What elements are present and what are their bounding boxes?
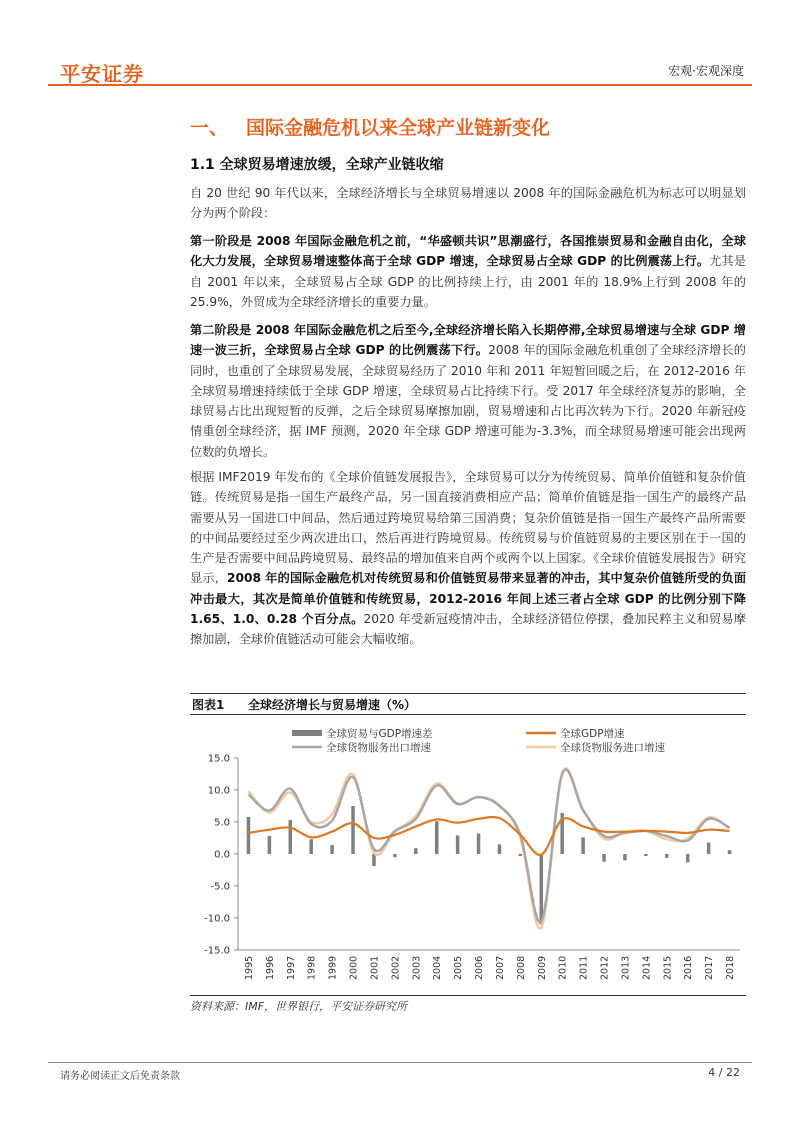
bar-trade-gdp-gap [330, 845, 334, 854]
y-tick-label: 5.0 [214, 817, 230, 829]
y-tick-label: 0.0 [214, 849, 230, 861]
bar-trade-gdp-gap [498, 844, 502, 854]
x-tick-label: 2013 [620, 955, 632, 980]
figure-number: 图表1 [192, 698, 225, 712]
bar-trade-gdp-gap [351, 806, 355, 854]
y-tick-label: 15.0 [207, 753, 230, 765]
legend-label: 全球货物服务出口增速 [326, 742, 431, 754]
trade-growth-chart [190, 716, 746, 992]
legend-label: 全球货物服务进口增速 [560, 742, 665, 754]
chapter-title [190, 113, 550, 140]
bar-trade-gdp-gap [665, 854, 669, 858]
x-tick-label: 1995 [243, 955, 255, 980]
x-tick-label: 1996 [264, 955, 276, 980]
paragraph-stage-one-emphasis: 第一阶段是 2008 年国际金融危机之前，“华盛顿共识”思潮盛行，各国推崇贸易和金融自由化，全球化大力发展，全球贸易增速整体高于全球 GDP 增速，全球贸易占全球 GDP 的比例震荡上行。 [190, 234, 746, 269]
paragraph-value-chain-text: 根据 IMF2019 年发布的《全球价值链发展报告》，全球贸易可以分为传统贸易、简单价值链和复杂价值链。传统贸易是指一国生产最终产品，另一国直接消费相应产品；简单价值链是指一国生产的最终产品需要从另一国进口中间品，然后通过跨境贸易给第三国消费；复杂价值链是指一国生产最终产品所需要的中间品要经过至少两次进出口，然后再进行跨境贸易。传统贸易与价值链贸易的主要区别在于一国的生产是否需要中间品跨境贸易、最终品的增加值来自两个或两个以上国家。《全球价值链发展报告》研究显示， [190, 470, 746, 586]
bar-trade-gdp-gap [707, 842, 711, 854]
bar-trade-gdp-gap [393, 854, 397, 857]
y-tick-label: -10.0 [204, 913, 230, 925]
x-tick-label: 2004 [432, 955, 444, 980]
y-tick-label: -15.0 [204, 945, 230, 957]
brand-logo: 平安证券 [60, 62, 144, 86]
bar-trade-gdp-gap [644, 854, 648, 856]
y-tick-label: 10.0 [207, 785, 230, 797]
x-tick-label: 2018 [725, 955, 737, 980]
bar-trade-gdp-gap [519, 854, 523, 856]
bar-trade-gdp-gap [414, 848, 418, 854]
footer-divider [48, 1062, 752, 1063]
figure-title: 全球经济增长与贸易增速（%） [248, 698, 417, 712]
x-tick-label: 2010 [557, 955, 569, 980]
y-tick-label: -5.0 [210, 881, 230, 893]
bar-trade-gdp-gap [581, 837, 585, 854]
bar-trade-gdp-gap [247, 817, 251, 854]
x-tick-label: 2015 [662, 955, 674, 980]
bar-trade-gdp-gap [435, 821, 439, 854]
x-tick-label: 2005 [453, 955, 465, 980]
bar-trade-gdp-gap [268, 836, 272, 854]
x-tick-label: 2014 [641, 955, 653, 980]
paragraph-value-chain-emphasis: 2008 年的国际金融危机对传统贸易和价值链贸易带来显著的冲击，其中复杂价值链所受的负面冲击最大，其次是简单价值链和传统贸易，2012-2016 年间上述三者占全球 GDP 的比例分别下降 1.65、1.0、0.28 个百分点。 [190, 571, 747, 627]
paragraph-intro: 自 20 世纪 90 年代以来，全球经济增长与全球贸易增速以 2008 年的国际金融危机为标志可以明显划分为两个阶段： [190, 186, 746, 221]
bar-trade-gdp-gap [602, 854, 606, 862]
x-tick-label: 2017 [704, 955, 716, 980]
x-tick-label: 2008 [515, 955, 527, 980]
header-divider [48, 84, 752, 86]
x-tick-label: 1998 [306, 955, 318, 980]
x-tick-label: 2006 [474, 955, 486, 980]
x-tick-label: 2011 [578, 955, 590, 980]
x-tick-label: 2003 [411, 955, 423, 980]
chart-axes [204, 754, 740, 957]
paragraph-stage-one-text: 尤其是自 2001 年以来，全球贸易占全球 GDP 的比例持续上行，由 2001 年的 18.9%上行到 2008 年的 25.9%，外贸成为全球经济增长的重要力量。 [190, 254, 747, 309]
bar-trade-gdp-gap [686, 854, 690, 862]
figure-source: 资料来源：IMF，世界银行，平安证券研究所 [190, 1000, 408, 1013]
paragraph-stage-two-text: 2008 年的国际金融危机重创了全球经济增长的同时，也重创了全球贸易发展，全球贸易经历了 2010 年和 2011 年短暂回暖之后，在 2012-2016 年全球贸易增速持续低于全球 GDP 增速，全球贸易占比持续下行。受 2017 年全球经济复苏的影响，全球贸易占比出现短暂的反弹，之后全球贸易摩擦加剧，贸易增速和占比再次转为下行。2020 年新冠疫情重创全球经济，据 IMF 预测，2020 年全球 GDP 增速可能为-3.3%，而全球贸易增速可能会出现两位数的负增长。 [190, 343, 746, 459]
subsection-title: 1.1 全球贸易增速放缓，全球产业链收缩 [190, 157, 444, 173]
chapter-number: 一、 [190, 117, 229, 139]
bar-trade-gdp-gap [623, 854, 627, 860]
bar-trade-gdp-gap [477, 834, 481, 854]
figure-header [190, 693, 746, 715]
chart-container [190, 716, 746, 992]
bar-trade-gdp-gap [456, 835, 460, 854]
x-tick-label: 2002 [390, 955, 402, 980]
bar-trade-gdp-gap [289, 820, 293, 854]
x-tick-label: 2012 [599, 955, 611, 980]
chart-legend [292, 727, 665, 754]
line-import-growth [248, 768, 729, 928]
paragraph-stage-one [190, 231, 746, 312]
x-tick-label: 2000 [348, 955, 360, 980]
legend-label: 全球贸易与GDP增速差 [326, 728, 433, 740]
chapter-title-text: 国际金融危机以来全球产业链新变化 [246, 117, 551, 139]
source-divider [190, 995, 746, 996]
section-label: 宏观·宏观深度 [668, 64, 744, 78]
footer-disclaimer: 请务必阅读正文后免责条款 [60, 1071, 180, 1082]
x-tick-label: 2009 [536, 955, 548, 980]
paragraph-stage-two [190, 320, 746, 462]
line-series [248, 768, 729, 928]
paragraph-value-chain-tail: 2020 年受新冠疫情冲击，全球经济错位停摆，叠加民粹主义和贸易摩擦加剧，全球价值链活动可能会大幅收缩。 [190, 612, 746, 647]
x-tick-label: 2007 [494, 955, 506, 980]
x-tick-label: 2016 [683, 955, 695, 980]
bar-trade-gdp-gap [728, 850, 732, 854]
legend-label: 全球GDP增速 [560, 728, 625, 740]
paragraph-stage-two-emphasis: 第二阶段是 2008 年国际金融危机之后至今,全球经济增长陷入长期停滞,全球贸易增速与全球 GDP 增速一波三折，全球贸易占全球 GDP 的比例震荡下行。 [190, 323, 746, 358]
x-tick-label: 1999 [327, 955, 339, 980]
legend-swatch-bar [292, 730, 322, 736]
line-export-growth [248, 770, 729, 923]
paragraph-value-chain [190, 467, 746, 650]
bar-trade-gdp-gap [309, 839, 313, 854]
x-axis-labels [244, 956, 736, 980]
x-tick-label: 2001 [369, 955, 381, 980]
bar-trade-gdp-gap [372, 854, 376, 866]
x-tick-label: 1997 [285, 955, 297, 980]
page-header [48, 52, 752, 86]
page-number: 4 / 22 [708, 1066, 740, 1079]
